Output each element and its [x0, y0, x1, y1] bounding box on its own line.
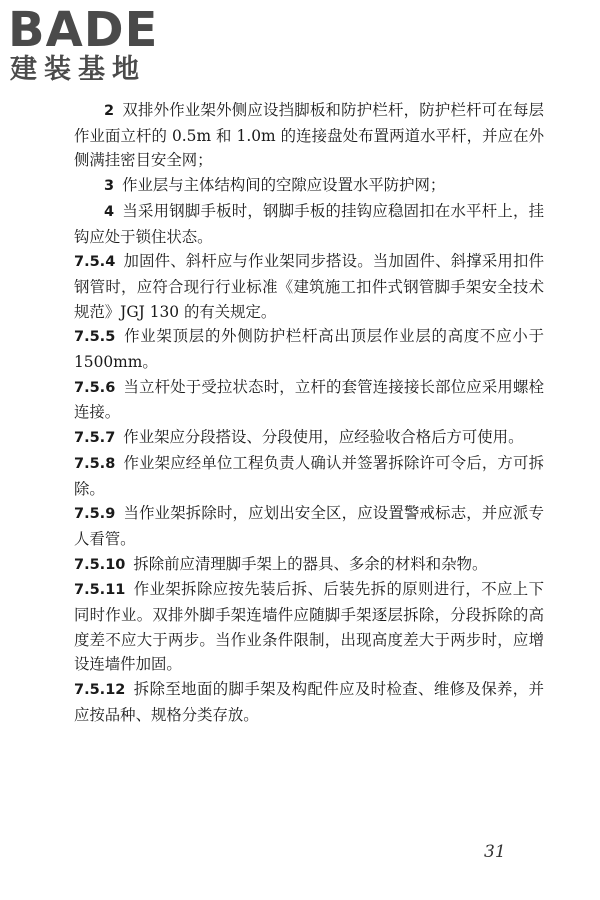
clause-number: 7.5.4	[74, 254, 116, 271]
clause-7-5-9	[74, 501, 544, 551]
clause-number: 7.5.11	[74, 582, 126, 599]
clause-number: 2	[104, 103, 115, 119]
clause-number: 7.5.6	[74, 379, 116, 396]
clause-text: 作业架拆除应按先装后拆、后装先拆的原则进行，不应上下同时作业。双排外脚手架连墙件应随脚手架逐层拆除，分段拆除的高度差不应大于两步。当作业条件限制，出现高度差大于两步时，应增设连墙件加固。	[74, 580, 544, 674]
logo-subtitle: 建装基地	[10, 54, 146, 85]
clause-text: 作业层与主体结构间的空隙应设置水平防护网；	[122, 176, 446, 195]
clause-7-5-8	[74, 451, 544, 501]
clause-text: 当采用钢脚手板时，钢脚手板的挂钩应稳固扣在水平杆上，挂钩应处于锁住状态。	[74, 201, 544, 246]
clause-number: 3	[104, 178, 115, 195]
clause-text: 作业架顶层的外侧防护栏杆高出顶层作业层的高度不应小于 1500mm。	[74, 327, 544, 372]
clause-7-5-7	[74, 425, 544, 451]
clause-number: 7.5.7	[74, 430, 116, 447]
page-number: 31	[484, 842, 506, 862]
clause-7-5-6	[74, 375, 544, 425]
clause-7-5-11	[74, 577, 544, 677]
clause-item-3	[74, 173, 544, 199]
clause-text: 当作业架拆除时，应划出安全区，应设置警戒标志，并应派专人看管。	[74, 504, 544, 548]
clause-text: 作业架应经单位工程负责人确认并签署拆除许可令后，方可拆除。	[74, 453, 544, 498]
clause-number: 7.5.10	[74, 556, 126, 573]
clause-number: 4	[104, 203, 115, 220]
clause-number: 7.5.8	[74, 455, 116, 472]
clause-text: 作业架应分段搭设、分段使用，应经验收合格后方可使用。	[123, 428, 524, 447]
clause-item-4	[74, 199, 544, 249]
clause-item-2	[74, 98, 544, 173]
clause-number: 7.5.9	[74, 506, 116, 523]
brand-logo	[8, 2, 188, 92]
clause-7-5-12	[74, 677, 544, 727]
clause-text: 拆除前应清理脚手架上的器具、多余的材料和杂物。	[133, 554, 488, 573]
clause-7-5-4	[74, 249, 544, 324]
clause-text: 拆除至地面的脚手架及构配件应及时检查、维修及保养，并应按品种、规格分类存放。	[74, 680, 544, 724]
logo-wordmark: BADE	[8, 2, 159, 58]
clause-7-5-5	[74, 324, 544, 374]
document-body	[74, 98, 544, 728]
clause-number: 7.5.12	[74, 682, 126, 699]
clause-7-5-10	[74, 552, 544, 578]
clause-text: 当立杆处于受拉状态时，立杆的套管连接接长部位应采用螺栓连接。	[74, 377, 544, 422]
clause-text: 双排外作业架外侧应设挡脚板和防护栏杆，防护栏杆可在每层作业面立杆的 0.5m 和 1.0m 的连接盘处布置两道水平杆，并应在外侧满挂密目安全网；	[74, 101, 544, 170]
clause-number: 7.5.5	[74, 329, 116, 346]
clause-text: 加固件、斜杆应与作业架同步搭设。当加固件、斜撑采用扣件钢管时，应符合现行行业标准《建筑施工扣件式钢管脚手架安全技术规范》JGJ 130 的有关规定。	[74, 252, 544, 321]
